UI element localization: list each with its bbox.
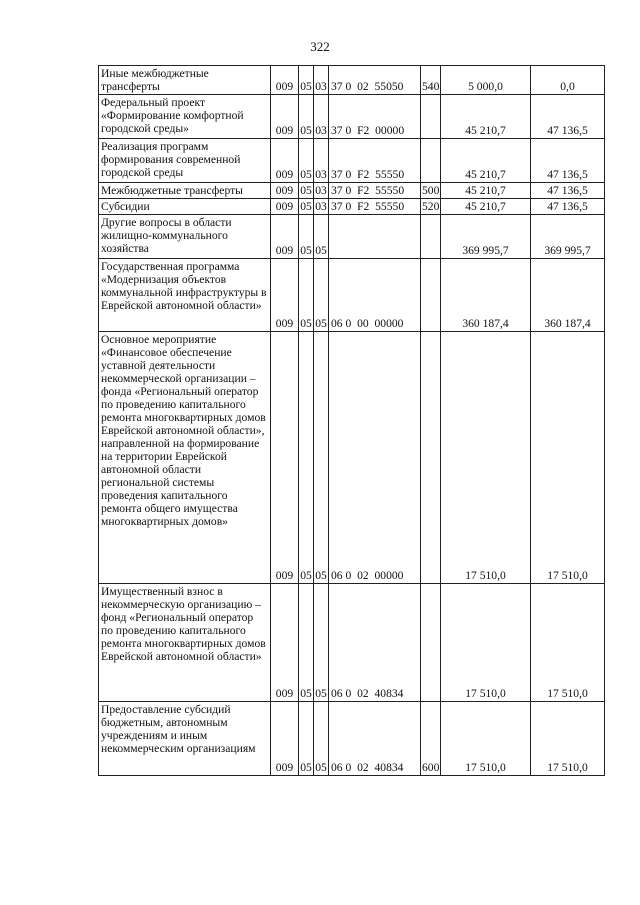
expense-type-code xyxy=(421,584,441,702)
row-name: Имущественный взнос в некоммерческую организацию – фонд «Региональный оператор по проведению капитального ремонта многоквартирных домов Еврейской автономной области» xyxy=(99,584,271,702)
row-name: Основное мероприятие «Финансовое обеспечение уставной деятельности некоммерческой организации – фонда «Региональный оператор по проведению капитального ремонта многоквартирных домов Еврейской автономной области», направленной на формирование на территории Еврейской автономной области региональной системы проведения капитального ремонта общего имущества многоквартирных домов» xyxy=(99,332,271,584)
amount-year-1: 5 000,0 xyxy=(441,66,531,95)
amount-year-1: 17 510,0 xyxy=(441,702,531,776)
table-row xyxy=(99,183,605,199)
amount-year-2: 360 187,4 xyxy=(531,259,605,332)
section-code: 05 xyxy=(299,259,314,332)
subsection-code: 03 xyxy=(314,66,329,95)
subsection-code: 03 xyxy=(315,200,327,213)
subsection-code: 05 xyxy=(314,259,329,332)
amount-year-2: 17 510,0 xyxy=(531,584,605,702)
subsection-code: 05 xyxy=(314,702,329,776)
target-article-code: 37 0 F2 55550 xyxy=(329,139,421,183)
expense-type-code xyxy=(421,215,441,259)
table-row xyxy=(99,215,605,259)
amount-year-2: 369 995,7 xyxy=(531,215,605,259)
table-row xyxy=(99,584,605,702)
section-code: 05 xyxy=(299,215,314,259)
row-name: Реализация программ формирования современной городской среды xyxy=(99,139,271,183)
ministry-code: 009 xyxy=(271,702,299,776)
subsection-code: 03 xyxy=(314,95,329,139)
row-name: Субсидии xyxy=(99,199,271,215)
target-article-code: 06 0 00 00000 xyxy=(329,259,421,332)
subsection-code: 03 xyxy=(315,184,327,197)
amount-year-2: 47 136,5 xyxy=(531,95,605,139)
amount-year-2: 0,0 xyxy=(531,66,605,95)
table-row xyxy=(99,95,605,139)
section-code: 05 xyxy=(299,332,314,584)
subsection-code: 05 xyxy=(314,215,329,259)
section-code: 05 xyxy=(299,584,314,702)
amount-year-1: 45 210,7 xyxy=(441,95,531,139)
amount-year-1: 369 995,7 xyxy=(441,215,531,259)
subsection-code: 05 xyxy=(314,584,329,702)
table-row xyxy=(99,259,605,332)
amount-year-2: 47 136,5 xyxy=(531,199,605,215)
table-row xyxy=(99,66,605,95)
ministry-code: 009 xyxy=(271,95,299,139)
expense-type-code xyxy=(421,95,441,139)
row-name: Федеральный проект «Формирование комфортной городской среды» xyxy=(99,95,271,139)
section-code: 05 xyxy=(299,95,314,139)
ministry-code: 009 xyxy=(271,215,299,259)
amount-year-1: 45 210,7 xyxy=(441,139,531,183)
target-article-code: 37 0 F2 55550 xyxy=(329,183,421,199)
amount-year-1: 17 510,0 xyxy=(441,584,531,702)
amount-year-2: 47 136,5 xyxy=(531,139,605,183)
expense-type-code xyxy=(421,259,441,332)
budget-table xyxy=(98,65,605,776)
amount-year-2: 47 136,5 xyxy=(531,183,605,199)
amount-year-1: 45 210,7 xyxy=(441,183,531,199)
ministry-code: 009 xyxy=(271,66,299,95)
amount-year-1: 17 510,0 xyxy=(441,332,531,584)
ministry-code: 009 xyxy=(271,139,299,183)
amount-year-1: 45 210,7 xyxy=(441,199,531,215)
section-code: 05 xyxy=(299,139,314,183)
expense-type-code xyxy=(421,332,441,584)
target-article-code: 37 0 F2 00000 xyxy=(329,95,421,139)
row-name: Межбюджетные трансферты xyxy=(99,183,271,199)
row-name: Государственная программа «Модернизация объектов коммунальной инфраструктуры в Еврейской автономной области» xyxy=(99,259,271,332)
amount-year-2: 17 510,0 xyxy=(531,702,605,776)
target-article-code: 37 0 02 55050 xyxy=(329,66,421,95)
expense-type-code: 500 xyxy=(422,184,440,197)
row-name: Предоставление субсидий бюджетным, автономным учреждениям и иным некоммерческим организациям xyxy=(99,702,271,776)
expense-type-code: 600 xyxy=(421,702,441,776)
ministry-code: 009 xyxy=(271,199,299,215)
expense-type-code xyxy=(421,139,441,183)
section-code: 05 xyxy=(300,184,312,197)
ministry-code: 009 xyxy=(271,259,299,332)
section-code: 05 xyxy=(299,66,314,95)
ministry-code: 009 xyxy=(271,584,299,702)
table-row xyxy=(99,199,605,215)
target-article-code: 06 0 02 40834 xyxy=(329,702,421,776)
ministry-code: 009 xyxy=(271,332,299,584)
amount-year-1: 360 187,4 xyxy=(441,259,531,332)
target-article-code: 06 0 02 40834 xyxy=(329,584,421,702)
ministry-code: 009 xyxy=(271,183,299,199)
table-row xyxy=(99,702,605,776)
row-name: Другие вопросы в области жилищно-коммунального хозяйства xyxy=(99,215,271,259)
page-number: 322 xyxy=(310,39,330,54)
expense-type-code: 540 xyxy=(421,66,441,95)
amount-year-2: 17 510,0 xyxy=(531,332,605,584)
table-row xyxy=(99,332,605,584)
section-code: 05 xyxy=(300,200,312,213)
subsection-code: 05 xyxy=(314,332,329,584)
row-name: Иные межбюджетные трансферты xyxy=(99,66,271,95)
target-article-code: 06 0 02 00000 xyxy=(329,332,421,584)
subsection-code: 03 xyxy=(314,139,329,183)
section-code: 05 xyxy=(299,702,314,776)
target-article-code xyxy=(329,215,421,259)
target-article-code: 37 0 F2 55550 xyxy=(329,199,421,215)
table-row xyxy=(99,139,605,183)
expense-type-code: 520 xyxy=(422,200,440,213)
